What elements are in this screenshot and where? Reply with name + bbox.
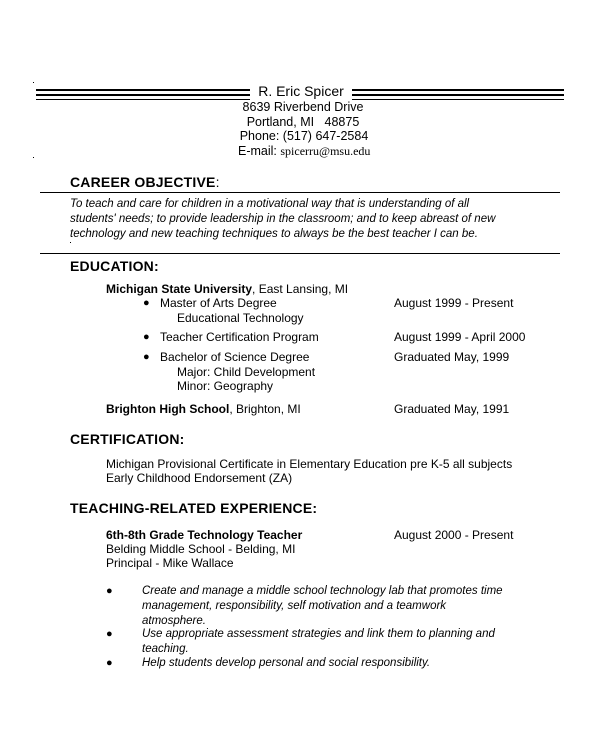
email-link[interactable]: spicerru@msu.edu [280,144,371,158]
education-rule [40,253,560,254]
degree-masters: Master of Arts Degree [160,296,277,310]
duty-1-line-3: atmosphere. [142,615,206,627]
certification-heading: CERTIFICATION: [70,431,185,447]
experience-heading: TEACHING-RELATED EXPERIENCE: [70,500,318,516]
apple-icon: ● [143,351,150,363]
duty-1-line-1: Create and manage a middle school technology lab that promotes time [142,585,503,597]
applicant-name: R. Eric Spicer [258,83,344,99]
objective-rule [40,192,560,193]
degree-bachelor-date: Graduated May, 1999 [394,350,510,364]
apple-icon: ● [106,585,113,597]
objective-line-1: To teach and care for children in a motivational way that is understanding of all [70,198,470,210]
certification-line-1: Michigan Provisional Certificate in Elementary Education pre K-5 all subjects [106,457,513,471]
street-address: 8639 Riverbend Drive [242,100,364,114]
job-school: Belding Middle School - Belding, MI [106,542,296,556]
email-line: E-mail: spicerru@msu.edu [238,144,371,158]
apple-icon: ● [106,657,113,669]
degree-bachelor: Bachelor of Science Degree [160,350,310,364]
duty-3-line-1: Help students develop personal and social responsibility. [142,657,431,669]
degree-masters-sub: Educational Technology [177,311,304,325]
degree-certification-date: August 1999 - April 2000 [394,330,526,344]
school-brighton-date: Graduated May, 1991 [394,402,510,416]
degree-certification: Teacher Certification Program [160,330,319,344]
job-title: 6th-8th Grade Technology Teacher [106,528,303,542]
degree-bachelor-major: Major: Child Development [177,365,316,379]
education-heading: EDUCATION: [70,258,159,274]
certification-line-2: Early Childhood Endorsement (ZA) [106,471,293,485]
apple-icon: ● [106,628,113,640]
duty-1-line-2: management, responsibility, self motivation and a teamwork [142,600,447,612]
phone-number: Phone: (517) 647-2584 [239,129,369,143]
degree-masters-date: August 1999 - Present [394,296,514,310]
apple-icon: ● [143,331,150,343]
job-principal: Principal - Mike Wallace [106,556,234,570]
duty-2-line-2: teaching. [142,643,189,655]
apple-icon: ● [143,297,150,309]
degree-bachelor-minor: Minor: Geography [177,379,274,393]
duty-2-line-1: Use appropriate assessment strategies and link them to planning and [142,628,495,640]
job-date: August 2000 - Present [394,528,514,542]
school-msu: Michigan State University, East Lansing, MI [106,282,349,296]
city-state-zip: Portland, MI 48875 [246,115,360,129]
objective-line-3: technology and new teaching techniques to always be the best teacher I can be. [70,228,478,240]
school-brighton: Brighton High School, Brighton, MI [106,402,301,416]
career-objective-heading: CAREER OBJECTIVE: [70,174,220,190]
objective-line-2: students' needs; to provide leadership in the classroom; and to keep abreast of new [70,213,496,225]
